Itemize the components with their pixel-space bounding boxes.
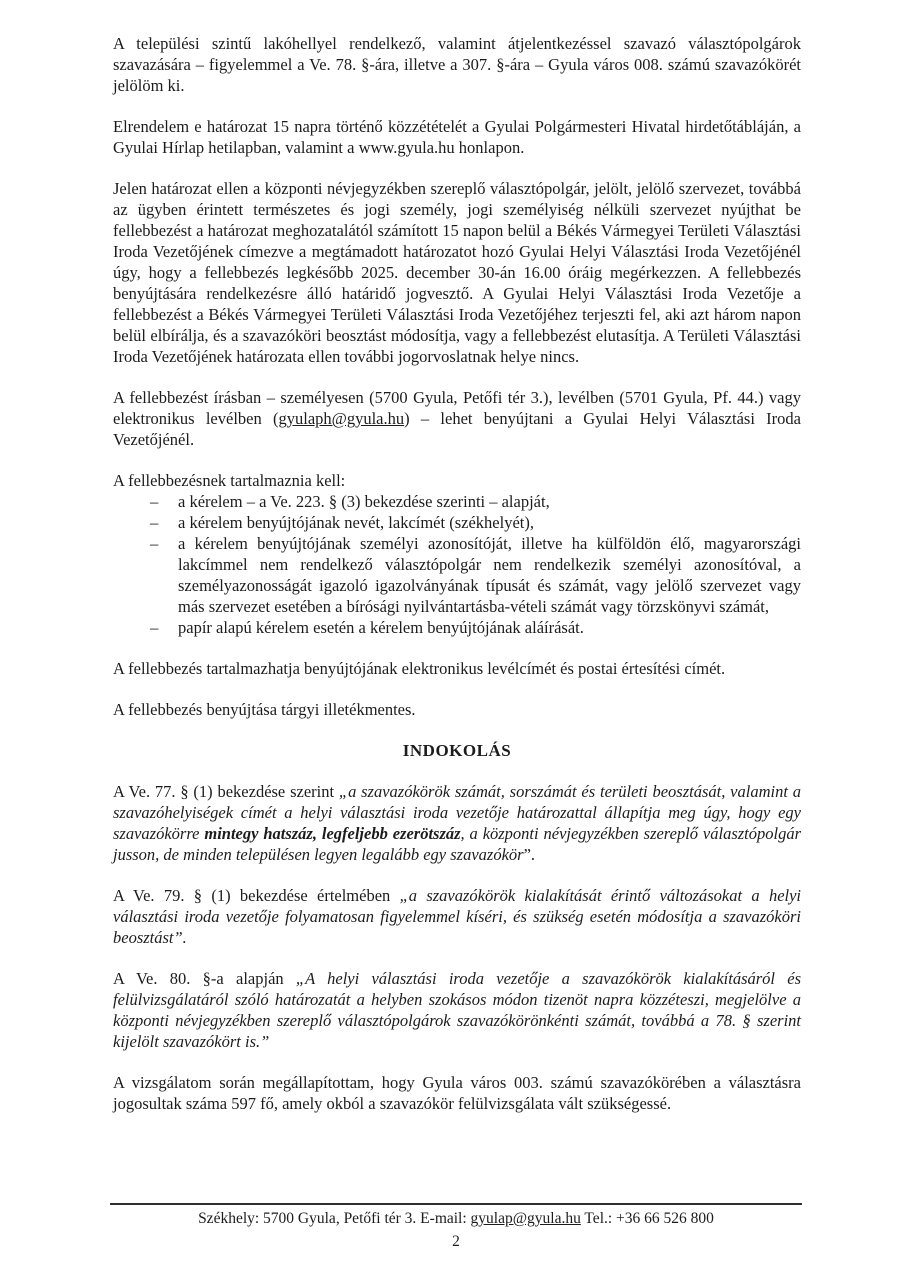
paragraph-fee-exempt <box>113 699 801 720</box>
paragraph-text: A települési szintű lakóhellyel rendelkező, valamint átjelentkezéssel szavazó választópolgárok szavazására – figyelemmel a Ve. 78. §-ára, illetve a 307. §-ára – Gyula város 008. számú szavazókörét jelölöm ki. <box>113 34 801 95</box>
dash-bullet: – <box>150 534 159 553</box>
section-heading-indokolas: INDOKOLÁS <box>402 741 512 760</box>
paragraph-ve-80 <box>113 968 801 1052</box>
paragraph-text: ”. <box>523 845 536 864</box>
quoted-law-text: „A helyi választási iroda vezetője a szavazókörök kialakításáról és felülvizsgálatáról szóló határozatát a helyben szokásos módon tizenöt napra közzéteszi, megjelölve a központi névjegyzékben szereplő választópolgárok szavazókörönkénti számát, továbbá a 78. § szerint kijelölt szavazókört is.” <box>113 969 802 1051</box>
dash-bullet: – <box>150 492 159 511</box>
paragraph-text: A fellebbezésnek tartalmaznia kell: <box>113 471 346 490</box>
dash-bullet: – <box>150 513 159 532</box>
page-footer <box>110 1203 802 1252</box>
email-link[interactable]: gyulaph@gyula.hu <box>278 409 405 428</box>
paragraph-appeal-rules <box>113 178 801 367</box>
paragraph-text: A fellebbezést írásban – személyesen (5700 Gyula, Petőfi tér 3.), levélben (5701 Gyula, Pf. 44.) vagy elektronikus levélben ( <box>113 388 801 428</box>
list-item-text: a kérelem benyújtójának személyi azonosítóját, illetve ha külföldön élő, magyarországi lakcímmel nem rendelkező választópolgár nem rendelkezik személyi azonosítóval, a személyazonosságát igazoló igazolványának típusát és számát, vagy jelölő szervezet vagy más szervezet esetében a bírósági nyilvántartásba-vételi számát vagy törzskönyvi számát, <box>178 534 801 616</box>
paragraph-text: Elrendelem e határozat 15 napra történő közzétételét a Gyulai Polgármesteri Hivatal hirdetőtábláján, a Gyulai Hírlap hetilapban, valamint a www.gyula.hu honlapon. <box>113 117 801 157</box>
paragraph-text: ) – lehet benyújtani a Gyulai Helyi Választási Iroda Vezetőjénél. <box>113 409 801 449</box>
list-item <box>113 491 801 512</box>
footer-email-link[interactable]: gyulap@gyula.hu <box>470 1210 581 1227</box>
paragraph-findings <box>113 1072 801 1114</box>
paragraph-text: A Ve. 77. § (1) bekezdése szerint <box>113 782 339 801</box>
list-item <box>113 512 801 533</box>
paragraph-appeal-contact-info <box>113 658 801 679</box>
paragraph-text: A Ve. 79. § (1) bekezdése értelmében <box>113 886 400 905</box>
paragraph-text: A fellebbezés benyújtása tárgyi illetékmentes. <box>113 700 416 719</box>
quoted-law-text: „a szavazókörök kialakítását érintő változásokat a helyi választási iroda vezetője folyamatosan figyelemmel kíséri, és szükség esetén módosítja a szavazóköri beosztást”. <box>113 886 802 947</box>
list-item-text: a kérelem – a Ve. 223. § (3) bekezdése szerinti – alapját, <box>178 492 550 511</box>
paragraph-text: Jelen határozat ellen a központi névjegyzékben szereplő választópolgár, jelölt, jelölő szervezet, továbbá az ügyben érintett természetes és jogi személy, jogi személyiség nélküli szervezet nyújthat be fellebbezést a határozat meghozatalától számított 15 napon belül a Békés Vármegyei Területi Választási Iroda Vezetőjének címezve a megtámadott határozatot hozó Gyulai Helyi Választási Iroda Vezetőjénél úgy, hogy a fellebbezés legkésőbb 2025. december 30-án 16.00 óráig megérkezzen. A fellebbezés benyújtására rendelkezésre álló határidő jogvesztő. A Gyulai Helyi Választási Iroda Vezetője a fellebbezést a Békés Vármegyei Területi Választási Iroda Vezetőjéhez terjeszti fel, aki azt három napon belül elbírálja, és a szavazóköri beosztást módosítja, vagy a fellebbezést elutasítja. A Területi Választási Iroda Vezetőjének határozata ellen további jogorvoslatnak helye nincs. <box>113 179 801 366</box>
paragraph-ve-79 <box>113 885 801 948</box>
list-item-text: a kérelem benyújtójának nevét, lakcímét (székhelyét), <box>178 513 534 532</box>
paragraph-text: A vizsgálatom során megállapítottam, hogy Gyula város 003. számú szavazókörében a választásra jogosultak száma 597 fő, amely okból a szavazókör felülvizsgálata vált szükségessé. <box>113 1073 801 1113</box>
list-item-text: papír alapú kérelem esetén a kérelem benyújtójának aláírását. <box>178 618 584 637</box>
list-item <box>113 617 801 638</box>
footer-address: Székhely: 5700 Gyula, Petőfi tér 3. E-mail: <box>198 1210 471 1227</box>
paragraph-polling-district <box>113 33 801 96</box>
paragraph-text: A Ve. 80. §-a alapján <box>113 969 296 988</box>
quoted-law-text-bold: mintegy hatszáz, legfeljebb ezerötszáz <box>204 824 461 843</box>
list-intro <box>113 470 801 491</box>
document-body <box>113 33 801 1134</box>
appeal-requirements-list <box>113 491 801 638</box>
paragraph-ve-77 <box>113 781 801 865</box>
page-number: 2 <box>452 1233 460 1250</box>
footer-phone: Tel.: +36 66 526 800 <box>580 1210 714 1227</box>
paragraph-text: A fellebbezés tartalmazhatja benyújtójának elektronikus levélcímét és postai értesítési címét. <box>113 659 726 678</box>
dash-bullet: – <box>150 618 159 637</box>
quoted-law-text: „a szavazókörök számát, sorszámát és területi beosztását, valamint a szavazóhelyiségek címét a helyi választási iroda vezetője határozattal állapítja meg úgy, hogy egy szavazókörre <box>113 782 801 843</box>
paragraph-publication <box>113 116 801 158</box>
quoted-law-text: , a központi névjegyzékben szereplő választópolgár jusson, de minden településen legyen legalább egy szavazókör <box>113 824 802 864</box>
paragraph-appeal-submission <box>113 387 801 450</box>
list-item <box>113 533 801 617</box>
